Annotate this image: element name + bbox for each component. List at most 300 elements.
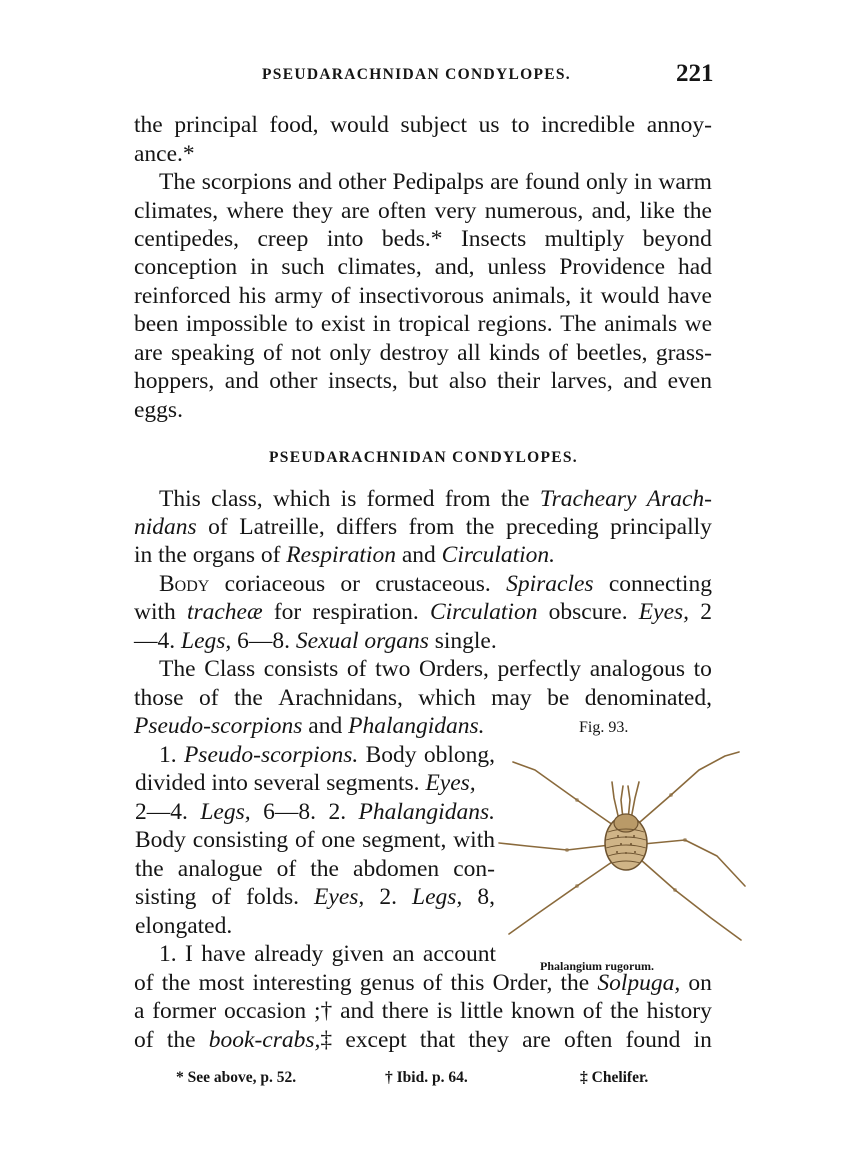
text-run: of xyxy=(548,340,568,366)
word xyxy=(393,168,484,197)
word xyxy=(493,969,553,998)
word xyxy=(400,111,467,140)
word xyxy=(647,997,712,1026)
word xyxy=(678,253,712,282)
text-run: to xyxy=(295,311,314,337)
text-run: would xyxy=(600,283,660,309)
text-run: the xyxy=(683,198,712,224)
word xyxy=(491,684,531,713)
text-run: Providence xyxy=(559,254,666,280)
italic-text: Legs, xyxy=(181,628,232,654)
text-run: in xyxy=(633,169,653,195)
text-run: such xyxy=(281,254,325,280)
word xyxy=(328,798,346,827)
text-run: ;† xyxy=(313,998,333,1024)
word xyxy=(340,997,374,1026)
word xyxy=(445,485,491,514)
word xyxy=(564,1026,612,1055)
text-run: consisting xyxy=(192,827,289,853)
word xyxy=(541,111,635,140)
word xyxy=(424,741,495,770)
body-line xyxy=(134,282,712,311)
word xyxy=(134,684,184,713)
word xyxy=(224,997,306,1026)
word xyxy=(331,282,351,311)
word xyxy=(274,282,322,311)
body-line xyxy=(134,310,712,339)
word xyxy=(167,1026,196,1055)
word xyxy=(418,684,475,713)
word xyxy=(694,1026,712,1055)
word xyxy=(609,570,712,599)
word xyxy=(159,940,177,969)
text-run: Pedipalps xyxy=(392,169,484,195)
text-run: often xyxy=(378,198,427,224)
footnote: * See above, p. 52. xyxy=(176,1069,297,1086)
text-run: of xyxy=(346,656,367,682)
word xyxy=(134,1026,154,1055)
text-run: are xyxy=(522,1027,551,1053)
word xyxy=(329,339,371,368)
italic-text: Eyes, xyxy=(638,599,690,625)
word xyxy=(559,253,665,282)
text-run: analogous xyxy=(589,656,685,682)
word xyxy=(292,197,332,226)
text-run: 2 xyxy=(700,599,712,625)
text-run: 2. xyxy=(328,799,347,825)
body-line xyxy=(134,140,712,169)
body-line xyxy=(134,396,712,425)
word xyxy=(209,1026,332,1055)
word xyxy=(135,798,188,827)
body-line xyxy=(134,339,712,368)
text-run: 2—4. xyxy=(135,799,188,825)
word xyxy=(685,310,712,339)
text-run: oblong, xyxy=(423,742,495,768)
text-run: of xyxy=(422,970,443,996)
word xyxy=(373,310,391,339)
word xyxy=(498,655,582,684)
text-run: already xyxy=(254,941,324,967)
text-run: beetles, xyxy=(576,340,648,366)
text-run: there xyxy=(381,998,429,1024)
word xyxy=(246,883,299,912)
text-run: climates, xyxy=(134,198,219,224)
text-run: divided into several segments. xyxy=(135,770,426,796)
word xyxy=(360,969,415,998)
text-run: scorpions xyxy=(201,169,292,195)
italic-text: Eyes, xyxy=(314,884,365,910)
text-run: a xyxy=(134,998,145,1024)
word xyxy=(327,225,364,254)
text-run: and xyxy=(340,998,374,1024)
word xyxy=(340,570,360,599)
text-run: those xyxy=(134,685,184,711)
text-run: Order, xyxy=(492,970,553,996)
word xyxy=(378,197,426,226)
text-run: conception xyxy=(134,254,238,280)
word xyxy=(583,997,603,1026)
word xyxy=(549,598,628,627)
italic-text: book-crabs, xyxy=(208,1027,321,1053)
text-run: the xyxy=(134,112,163,138)
word xyxy=(610,997,639,1026)
text-run: in xyxy=(250,254,269,280)
text-run: most xyxy=(198,970,245,996)
text-run: 1. xyxy=(159,742,177,768)
word xyxy=(547,684,569,713)
word xyxy=(477,883,495,912)
word xyxy=(435,253,475,282)
text-run: con- xyxy=(453,856,495,882)
text-run: regions. xyxy=(477,311,553,337)
italic-text: Respiration xyxy=(286,542,396,568)
text-run: from xyxy=(444,486,491,512)
word xyxy=(379,883,397,912)
text-run: insects, xyxy=(327,368,398,394)
text-run: Arachnidans, xyxy=(278,685,403,711)
body-line xyxy=(134,253,712,282)
word xyxy=(278,684,403,713)
body-line xyxy=(159,655,712,684)
word xyxy=(511,997,575,1026)
word xyxy=(312,598,418,627)
text-run: even xyxy=(667,368,712,394)
word xyxy=(134,969,154,998)
word xyxy=(683,197,712,226)
word xyxy=(525,168,580,197)
word xyxy=(380,339,449,368)
text-run: unless xyxy=(487,254,547,280)
word xyxy=(548,339,568,368)
text-run: grass- xyxy=(655,340,712,366)
text-run: former xyxy=(152,998,217,1024)
italic-text: Phalangidans. xyxy=(358,799,495,825)
word xyxy=(489,339,540,368)
word xyxy=(341,197,370,226)
text-run: of xyxy=(208,514,228,540)
text-run: they xyxy=(468,1027,509,1053)
text-run: on xyxy=(688,970,712,996)
word xyxy=(585,684,712,713)
text-run: where xyxy=(226,198,284,224)
text-run: from xyxy=(408,514,455,540)
text-run: us xyxy=(478,112,500,138)
text-run: impossible xyxy=(185,311,288,337)
text-run: 2. xyxy=(379,884,397,910)
text-run: 6—8. xyxy=(231,628,296,654)
word xyxy=(162,969,191,998)
text-run: for xyxy=(273,599,302,625)
word xyxy=(492,282,571,311)
word xyxy=(227,197,284,226)
figure-caption: Phalangium rugorum. xyxy=(540,959,655,973)
text-run: is xyxy=(340,486,357,512)
text-run: his xyxy=(238,283,267,309)
body-line xyxy=(134,541,712,570)
body-line xyxy=(135,883,495,912)
italic-text: Arach- xyxy=(646,486,712,512)
word xyxy=(186,310,288,339)
word xyxy=(225,367,259,396)
word xyxy=(694,655,712,684)
word xyxy=(506,570,593,599)
word xyxy=(159,168,196,197)
text-run: all xyxy=(457,340,481,366)
text-run: Body xyxy=(135,827,186,853)
text-run: found xyxy=(524,169,580,195)
word xyxy=(506,513,599,542)
word xyxy=(634,168,652,197)
word xyxy=(586,168,628,197)
word xyxy=(295,310,313,339)
word xyxy=(152,997,216,1026)
word xyxy=(590,655,685,684)
text-run: analogue xyxy=(177,856,263,882)
word xyxy=(211,883,231,912)
body-line xyxy=(159,570,712,599)
italic-text: nidans xyxy=(134,514,197,540)
word xyxy=(545,225,625,254)
word xyxy=(367,485,435,514)
body-line xyxy=(134,513,712,542)
text-run: of xyxy=(330,283,351,309)
italic-text: Phalangidans. xyxy=(348,713,485,739)
word xyxy=(328,367,398,396)
word xyxy=(252,969,351,998)
word xyxy=(375,655,410,684)
text-run: account xyxy=(422,941,496,967)
word xyxy=(450,969,484,998)
word xyxy=(199,969,245,998)
text-run: 6—8. xyxy=(263,799,316,825)
word xyxy=(430,598,538,627)
body-line xyxy=(135,912,495,941)
word xyxy=(392,940,414,969)
text-run: creep xyxy=(257,226,309,252)
text-run: also xyxy=(448,368,487,394)
text-run: of xyxy=(134,1027,154,1053)
word xyxy=(639,598,689,627)
word xyxy=(273,485,330,514)
text-run: The xyxy=(560,311,597,337)
word xyxy=(668,282,712,311)
text-run: single. xyxy=(428,628,497,654)
word xyxy=(511,111,529,140)
body-line xyxy=(134,1026,712,1055)
word xyxy=(295,826,315,855)
text-run: exist xyxy=(320,311,366,337)
text-run: and, xyxy=(434,254,475,280)
text-run: coriaceous xyxy=(224,571,326,597)
text-run: and xyxy=(395,542,442,568)
word xyxy=(159,741,177,770)
text-run: obscure. xyxy=(548,599,628,625)
body-line xyxy=(134,684,712,713)
harvestman-spider-illustration xyxy=(495,740,750,945)
word xyxy=(501,485,530,514)
body-line xyxy=(134,111,712,140)
word xyxy=(134,225,239,254)
word xyxy=(468,1026,508,1055)
word xyxy=(204,655,255,684)
body-line xyxy=(159,485,712,514)
text-run: preceding xyxy=(505,514,599,540)
word xyxy=(592,197,632,226)
footnote: † Ibid. p. 64. xyxy=(385,1069,468,1086)
text-run: multiply xyxy=(544,226,625,252)
text-run: insectivorous xyxy=(358,283,485,309)
text-run: respiration. xyxy=(312,599,419,625)
text-run: of xyxy=(134,970,154,996)
word xyxy=(668,367,712,396)
text-run: that xyxy=(419,1027,456,1053)
text-run: Body xyxy=(365,742,417,768)
word xyxy=(338,168,386,197)
text-run: have xyxy=(667,283,712,309)
word xyxy=(359,282,484,311)
word xyxy=(314,997,332,1026)
text-run: I xyxy=(185,941,193,967)
text-run: 1. xyxy=(159,941,177,967)
word xyxy=(453,855,495,884)
word xyxy=(640,197,675,226)
word xyxy=(270,111,319,140)
word xyxy=(321,826,355,855)
word xyxy=(382,225,443,254)
word xyxy=(174,111,258,140)
text-run: an xyxy=(392,941,415,967)
word xyxy=(362,826,446,855)
text-run: tropical xyxy=(398,311,471,337)
word xyxy=(263,339,283,368)
word xyxy=(263,798,316,827)
text-run: very xyxy=(434,198,477,224)
word xyxy=(466,513,495,542)
word xyxy=(250,253,268,282)
word xyxy=(254,940,323,969)
text-run: class, xyxy=(211,486,263,512)
word xyxy=(298,168,332,197)
word xyxy=(560,969,589,998)
body-line xyxy=(159,168,712,197)
text-run: of xyxy=(582,998,603,1024)
word xyxy=(211,485,263,514)
text-run: except xyxy=(345,1027,407,1053)
text-run: ance.* xyxy=(134,141,195,167)
word xyxy=(423,940,496,969)
text-run: which xyxy=(418,685,476,711)
text-run: beds.* xyxy=(381,226,443,252)
text-run: they xyxy=(292,198,333,224)
word xyxy=(359,798,495,827)
body-line xyxy=(135,826,495,855)
word xyxy=(264,655,338,684)
word xyxy=(551,367,613,396)
text-run: which xyxy=(272,486,331,512)
text-run: found xyxy=(625,1027,681,1053)
text-run: given xyxy=(331,941,384,967)
text-run: known xyxy=(510,998,575,1024)
word xyxy=(193,826,288,855)
body-line xyxy=(159,741,495,770)
text-run: eggs. xyxy=(134,397,183,423)
italic-text: Spiracles xyxy=(506,571,594,597)
text-run: would xyxy=(330,112,389,138)
text-run: occasion xyxy=(223,998,307,1024)
text-run: warm xyxy=(658,169,712,195)
word xyxy=(610,513,712,542)
word xyxy=(291,339,321,368)
text-run: sisting xyxy=(135,884,197,910)
word xyxy=(604,310,677,339)
text-run: segment, xyxy=(362,827,447,853)
body-line xyxy=(134,997,712,1026)
text-run: the xyxy=(161,970,191,996)
italic-text: Circulation. xyxy=(441,542,556,568)
text-run: with xyxy=(134,599,176,625)
word xyxy=(239,513,324,542)
text-run: folds. xyxy=(246,884,299,910)
text-run: the xyxy=(500,486,530,512)
text-run: had xyxy=(678,254,712,280)
text-run: larves, xyxy=(550,368,613,394)
text-run: army xyxy=(274,283,323,309)
text-run: the xyxy=(135,856,164,882)
text-run: and xyxy=(224,368,259,394)
italic-text: tracheæ xyxy=(186,599,263,625)
word xyxy=(225,570,325,599)
text-run: Orders, xyxy=(419,656,489,682)
text-run: —4. xyxy=(134,628,181,654)
word xyxy=(187,598,263,627)
text-run: and xyxy=(623,368,658,394)
text-run: one xyxy=(321,827,356,853)
text-run: the xyxy=(465,514,495,540)
text-run: ‡ xyxy=(320,1027,333,1053)
text-run: formed xyxy=(366,486,435,512)
word xyxy=(382,997,429,1026)
body-line xyxy=(134,197,712,226)
text-run: this xyxy=(450,970,485,996)
text-run: and xyxy=(302,713,349,739)
text-run: it xyxy=(579,283,593,309)
word xyxy=(437,997,453,1026)
word xyxy=(338,253,422,282)
text-run: Insects xyxy=(460,226,527,252)
text-run: This xyxy=(159,486,201,512)
text-run: the xyxy=(234,685,263,711)
text-run: animals xyxy=(604,311,678,337)
text-run: differs xyxy=(336,514,398,540)
word xyxy=(347,655,367,684)
word xyxy=(135,826,186,855)
text-run: may xyxy=(491,685,532,711)
text-run: often xyxy=(564,1027,613,1053)
word xyxy=(353,855,439,884)
word xyxy=(623,367,657,396)
text-run: but xyxy=(408,368,439,394)
word xyxy=(423,969,443,998)
word xyxy=(540,485,637,514)
word xyxy=(274,598,301,627)
text-run: to xyxy=(511,112,530,138)
text-run: consists xyxy=(263,656,339,682)
text-run: 8, xyxy=(477,884,495,910)
word xyxy=(135,855,164,884)
word xyxy=(420,1026,455,1055)
italic-text: Solpuga, xyxy=(597,970,681,996)
